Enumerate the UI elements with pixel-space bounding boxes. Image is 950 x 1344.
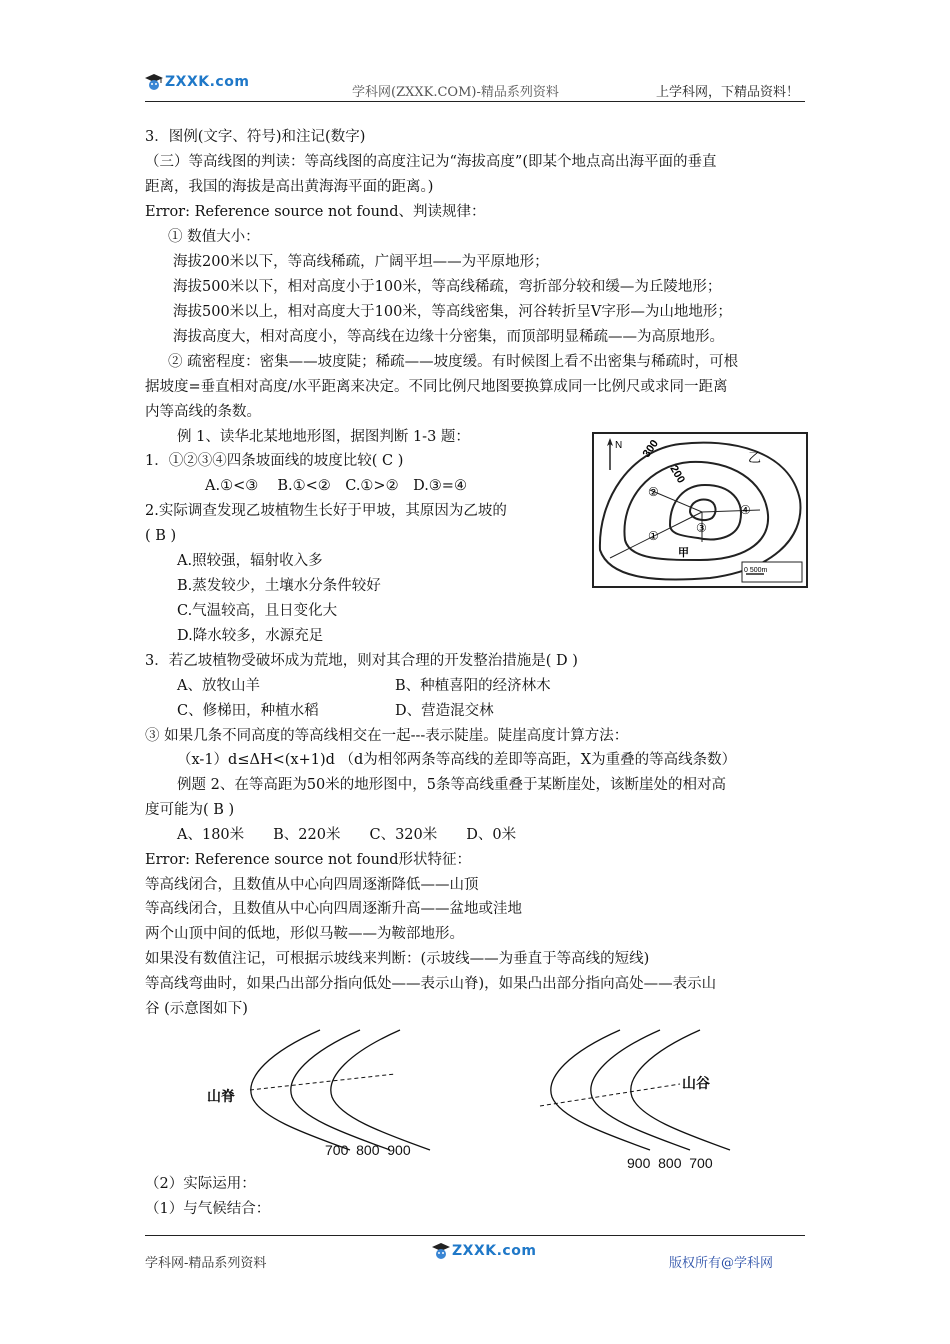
text-line: Error: Reference source not found、判读规律： xyxy=(145,204,486,220)
text-line: （1）与气候结合： xyxy=(145,1201,271,1217)
text-line: ① 数值大小： xyxy=(168,229,260,245)
mascot-icon xyxy=(143,72,165,92)
text-line: ③ 如果几条不同高度的等高线相交在一起---表示陡崖。陡崖高度计算方法： xyxy=(145,728,629,744)
text-line: （x-1）d≤ΔH<(x+1)d （d为相邻两条等高线的差即等高距，X为重叠的等高线条数） xyxy=(177,752,737,768)
footer-rule xyxy=(145,1235,805,1236)
text-line: A、放牧山羊 xyxy=(177,678,260,694)
text-line: 两个山顶中间的低地，形似马鞍——为鞍部地形。 xyxy=(145,926,464,942)
text-line: （三）等高线图的判读：等高线图的高度注记为“海拔高度”(即某个地点高出海平面的垂直 xyxy=(145,154,717,170)
text-line: 海拔高度大，相对高度小，等高线在边缘十分密集，而顶部明显稀疏——为高原地形。 xyxy=(173,329,724,345)
mascot-icon xyxy=(430,1241,452,1261)
valley-label: 山谷 xyxy=(682,1076,710,1092)
text-line: A、180米 B、220米 C、320米 D、0米 xyxy=(177,827,517,843)
marker-3: ③ xyxy=(696,521,707,535)
text-line: B.蒸发较少，土壤水分条件较好 xyxy=(177,578,381,594)
footer-logo-text: ZXXK.com xyxy=(452,1243,537,1259)
text-line: C、修梯田，种植水稻 xyxy=(177,703,319,719)
header-right-text: 上学科网，下精品资料！ xyxy=(656,85,800,100)
contour-label: 300 xyxy=(640,437,661,460)
text-line: 海拔500米以下，相对高度小于100米，等高线稀疏，弯折部分较和缓—为丘陵地形； xyxy=(173,279,722,295)
marker-1: ① xyxy=(648,529,659,543)
text-line: A.照较强，辐射收入多 xyxy=(177,553,323,569)
ridge-values: 700 800 900 xyxy=(325,1142,411,1158)
text-line: 据坡度=垂直相对高度/水平距离来决定。不同比例尺地图要换算成同一比例尺或求同一距离 xyxy=(145,379,728,395)
text-line: ② 疏密程度：密集——坡度陡；稀疏——坡度缓。有时候图上看不出密集与稀疏时，可根 xyxy=(168,354,739,370)
scale-label: 0 500m xyxy=(744,567,768,574)
text-line: A.①<③ B.①<② C.①>② D.③=④ xyxy=(205,478,467,494)
text-line: 如果没有数值注记，可根据示坡线来判断：(示坡线——为垂直于等高线的短线) xyxy=(145,951,650,967)
north-label: N xyxy=(615,440,623,451)
contour-label: 200 xyxy=(667,463,687,486)
marker-2: ② xyxy=(648,485,659,499)
footer-logo xyxy=(430,1241,536,1261)
text-line: 等高线闭合，且数值从中心向四周逐渐升高——盆地或洼地 xyxy=(145,901,522,917)
text-line: 距离，我国的海拔是高出黄海海平面的距离。) xyxy=(145,179,434,195)
text-line: 例 1、读华北某地地形图，据图判断 1-3 题： xyxy=(177,429,470,445)
text-line: 海拔500米以上，相对高度大于100米，等高线密集，河谷转折呈V字形—为山地地形； xyxy=(173,304,732,320)
topographic-map xyxy=(590,430,810,590)
ridge-valley-diagram xyxy=(190,1022,770,1172)
text-line: ( B ) xyxy=(145,528,177,544)
label-jia: 甲 xyxy=(678,546,689,559)
footer-right-text: 版权所有@学科网 xyxy=(669,1256,774,1271)
valley-values: 900 800 700 xyxy=(627,1155,713,1171)
text-line: 等高线弯曲时，如果凸出部分指向低处——表示山脊)，如果凸出部分指向高处——表示山 xyxy=(145,976,717,992)
text-line: 谷 (示意图如下) xyxy=(145,1001,248,1017)
text-line: 例题 2、在等高距为50米的地形图中，5条等高线重叠于某断崖处，该断崖处的相对高 xyxy=(177,777,727,793)
text-line: 3．若乙坡植物受破坏成为荒地，则对其合理的开发整治措施是( D ) xyxy=(145,653,578,669)
text-line: D、营造混交林 xyxy=(395,703,494,719)
text-line: 等高线闭合，且数值从中心向四周逐渐降低——山顶 xyxy=(145,877,479,893)
text-line: 内等高线的条数。 xyxy=(145,404,261,420)
text-line: 度可能为( B ) xyxy=(145,802,235,818)
text-line: 海拔200米以下，等高线稀疏，广阔平坦——为平原地形； xyxy=(173,254,549,270)
label-yi: 乙 xyxy=(748,451,762,466)
header-logo-text: ZXXK.com xyxy=(165,74,250,90)
text-line: 1．①②③④四条坡面线的坡度比较( C ) xyxy=(145,453,404,469)
text-line: （2）实际运用： xyxy=(145,1176,256,1192)
text-line: C.气温较高，且日变化大 xyxy=(177,603,338,619)
marker-4: ④ xyxy=(740,503,751,517)
ridge-label: 山脊 xyxy=(207,1089,235,1105)
footer-left-text: 学科网-精品系列资料 xyxy=(145,1256,267,1271)
header-logo xyxy=(143,72,249,92)
text-line: 2.实际调查发现乙坡植物生长好于甲坡，其原因为乙坡的 xyxy=(145,503,507,519)
text-line: D.降水较多，水源充足 xyxy=(177,628,324,644)
header-rule xyxy=(145,101,805,102)
text-line: B、种植喜阳的经济林木 xyxy=(395,678,551,694)
header-center-text: 学科网(ZXXK.COM)-精品系列资料 xyxy=(352,85,559,100)
text-line: Error: Reference source not found形状特征： xyxy=(145,852,472,868)
text-line: 3．图例(文字、符号)和注记(数字) xyxy=(145,129,366,145)
